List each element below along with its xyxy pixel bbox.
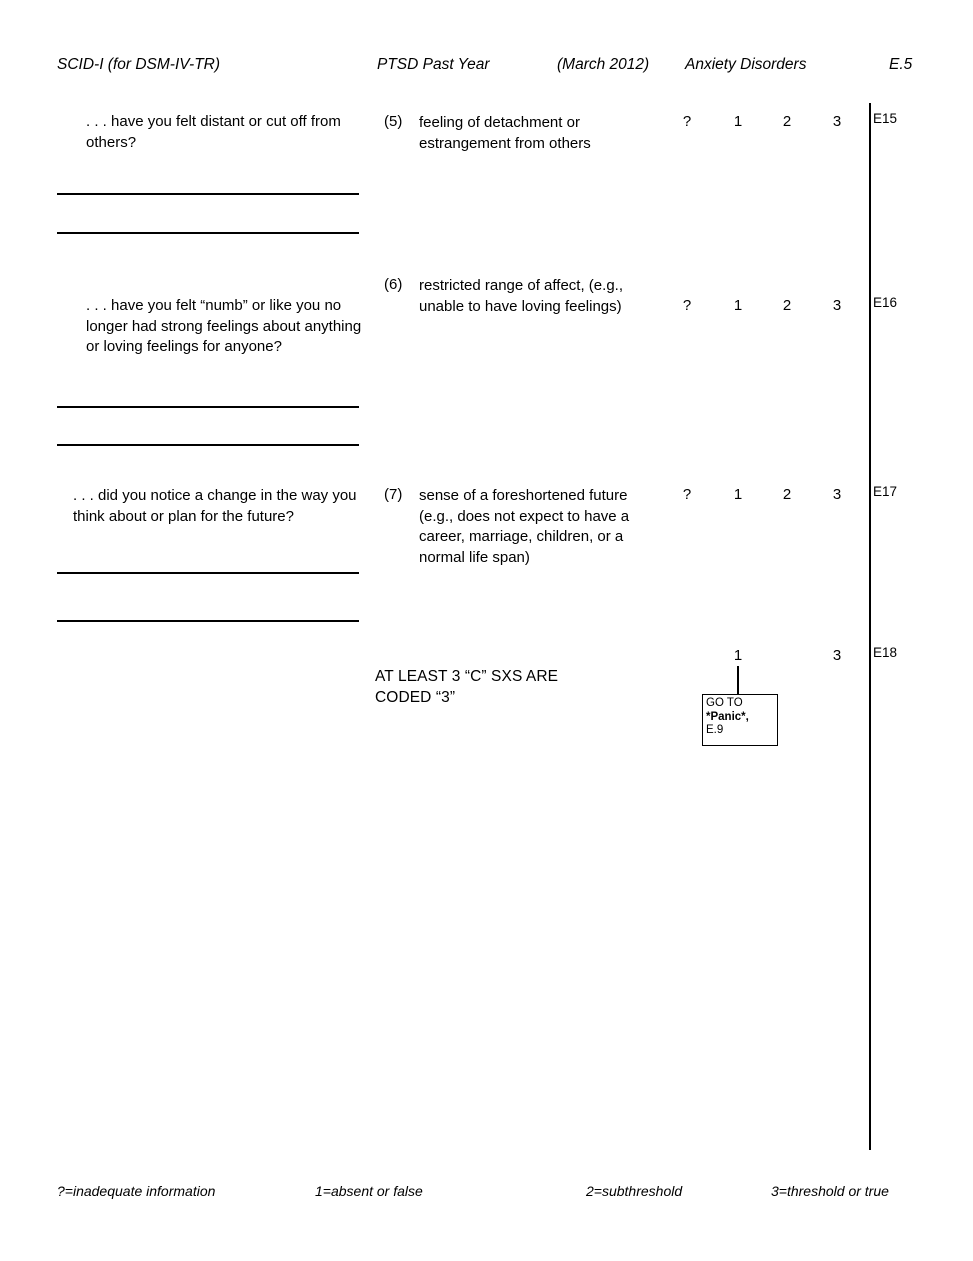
answer-line	[57, 444, 359, 446]
goto-target-module: *Panic*,	[706, 710, 749, 723]
header-module-title: PTSD Past Year	[377, 56, 490, 73]
footer-legend	[57, 1183, 917, 1205]
question-text-item-6: . . . have you felt “numb” or like you no longer had strong feelings about anything or loving feelings for anyone?	[86, 297, 362, 355]
page-header	[57, 56, 917, 80]
header-form-title: SCID-I (for DSM-IV-TR)	[57, 56, 221, 73]
header-page-number: E.5	[889, 56, 913, 73]
goto-panic-box[interactable]	[702, 694, 778, 746]
criterion-number-item-6: (6)	[384, 276, 403, 293]
legend-unknown: ?=inadequate information	[57, 1183, 216, 1199]
goto-label: GO TO	[706, 697, 743, 709]
rating-option-1-item-5[interactable]: 1	[733, 113, 743, 130]
criterion-text-item-5: feeling of detachment or estrangement from others	[419, 114, 591, 152]
criterion-number-item-5: (5)	[384, 113, 403, 130]
item-code-e17: E17	[873, 484, 898, 499]
answer-line	[57, 620, 359, 622]
item-code-e15: E15	[873, 111, 898, 126]
rating-option-2-item-5[interactable]: 2	[782, 113, 792, 130]
summary-rating-no[interactable]: 1	[733, 647, 743, 664]
item-code-e18: E18	[873, 645, 898, 660]
legend-absent: 1=absent or false	[315, 1183, 423, 1199]
summary-criterion-line-2: CODED “3”	[375, 689, 456, 706]
rating-option-3-item-6[interactable]: 3	[832, 297, 842, 314]
rating-option-3-item-7[interactable]: 3	[832, 486, 842, 503]
skip-connector-line	[737, 666, 739, 694]
question-text-item-7: . . . did you notice a change in the way you think about or plan for the future?	[73, 487, 357, 525]
legend-threshold: 3=threshold or true	[771, 1183, 889, 1199]
rating-option-2-item-7[interactable]: 2	[782, 486, 792, 503]
summary-rating-yes[interactable]: 3	[832, 647, 842, 664]
rating-option-unknown-item-5[interactable]: ?	[682, 113, 692, 130]
rating-option-unknown-item-6[interactable]: ?	[682, 297, 692, 314]
answer-line	[57, 572, 359, 574]
column-divider-rule	[869, 103, 871, 1150]
rating-option-unknown-item-7[interactable]: ?	[682, 486, 692, 503]
item-code-e16: E16	[873, 295, 898, 310]
rating-option-2-item-6[interactable]: 2	[782, 297, 792, 314]
rating-option-1-item-7[interactable]: 1	[733, 486, 743, 503]
answer-line	[57, 406, 359, 408]
criterion-text-item-6: restricted range of affect, (e.g., unable to have loving feelings)	[419, 277, 623, 315]
criterion-text-item-7: sense of a foreshortened future (e.g., does not expect to have a career, marriage, children, or a normal life span)	[419, 487, 630, 566]
legend-subthreshold: 2=subthreshold	[586, 1183, 683, 1199]
criterion-number-item-7: (7)	[384, 486, 403, 503]
rating-option-1-item-6[interactable]: 1	[733, 297, 743, 314]
header-category: Anxiety Disorders	[685, 56, 807, 73]
answer-line	[57, 232, 359, 234]
rating-option-3-item-5[interactable]: 3	[832, 113, 842, 130]
summary-criterion-line-1: AT LEAST 3 “C” SXS ARE	[375, 668, 559, 685]
question-text-item-5: . . . have you felt distant or cut off from others?	[86, 113, 341, 151]
header-version-date: (March 2012)	[557, 56, 650, 73]
goto-target-page: E.9	[706, 724, 724, 736]
answer-line	[57, 193, 359, 195]
